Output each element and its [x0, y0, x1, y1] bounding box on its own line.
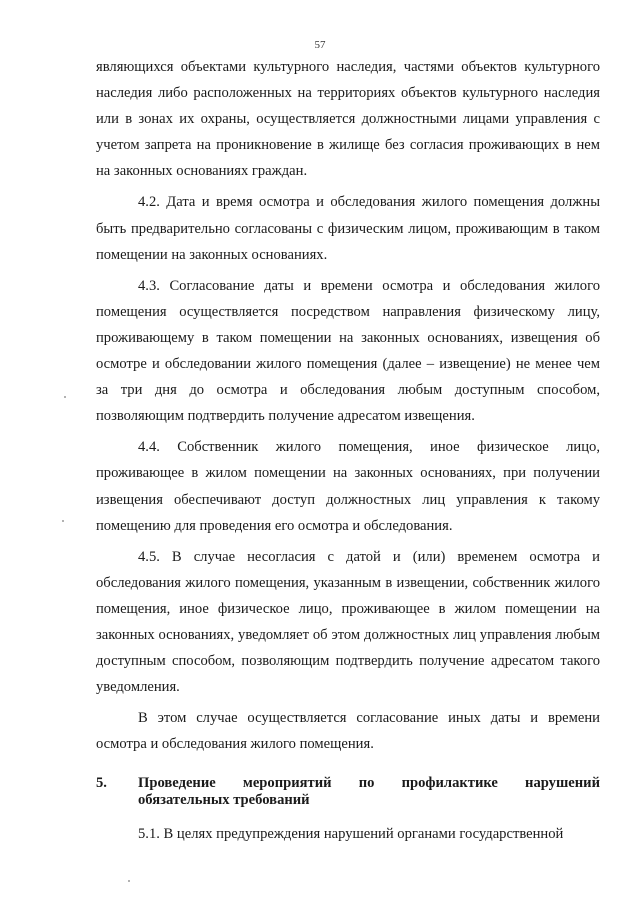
paragraph-4-5: 4.5. В случае несогласия с датой и (или) временем осмотра и обследования жилого помещения, указанным в извещении, собственник жилого помещения, иное физическое лицо, проживающее в жилом помещении на законных основаниях, уведомляет об этом должностных лиц управления любым доступным способом, позволяющим подтвердить получение адресатом такого уведомления.	[96, 548, 600, 696]
section-heading	[96, 775, 600, 809]
section-number: 5.	[96, 775, 107, 792]
page-number: 57	[314, 39, 326, 51]
paragraph-4-3: 4.3. Согласование даты и времени осмотра и обследования жилого помещения осуществляется посредством направления физическому лицу, проживающему в таком помещении на законных основаниях, извещения об осмотре и обследовании жилого помещения (далее – извещение) не менее чем за три дня до осмотра и обследования любым доступным способом, позволяющим подтвердить получение адресатом извещения.	[96, 277, 600, 425]
document-body	[96, 54, 600, 853]
scan-speck	[64, 396, 66, 398]
paragraph-4-2: 4.2. Дата и время осмотра и обследования жилого помещения должны быть предварительно согласованы с физическим лицом, проживающим в таком помещении на законных основаниях.	[96, 194, 600, 263]
scan-speck	[128, 880, 130, 882]
scan-speck	[62, 520, 64, 522]
paragraph-4-4: 4.4. Собственник жилого помещения, иное физическое лицо, проживающее в жилом помещении на законных основаниях, при получении извещения обеспечивают доступ должностных лиц управления к такому помещению для проведения его осмотра и обследования.	[96, 439, 600, 534]
paragraph-continuation: являющихся объектами культурного наследия, частями объектов культурного наследия либо расположенных на территориях объектов культурного наследия или в зонах их охраны, осуществляется должностными лицами управления с учетом запрета на проникновение в жилище без согласия проживающих в нем на законных основаниях граждан.	[96, 59, 600, 180]
paragraph-5-1: 5.1. В целях предупреждения нарушений органами государственной	[138, 826, 564, 843]
section-title: Проведение мероприятий по профилактике нарушений обязательных требований	[138, 775, 600, 809]
paragraph-agreement: В этом случае осуществляется согласование иных даты и времени осмотра и обследования жилого помещения.	[96, 710, 600, 753]
